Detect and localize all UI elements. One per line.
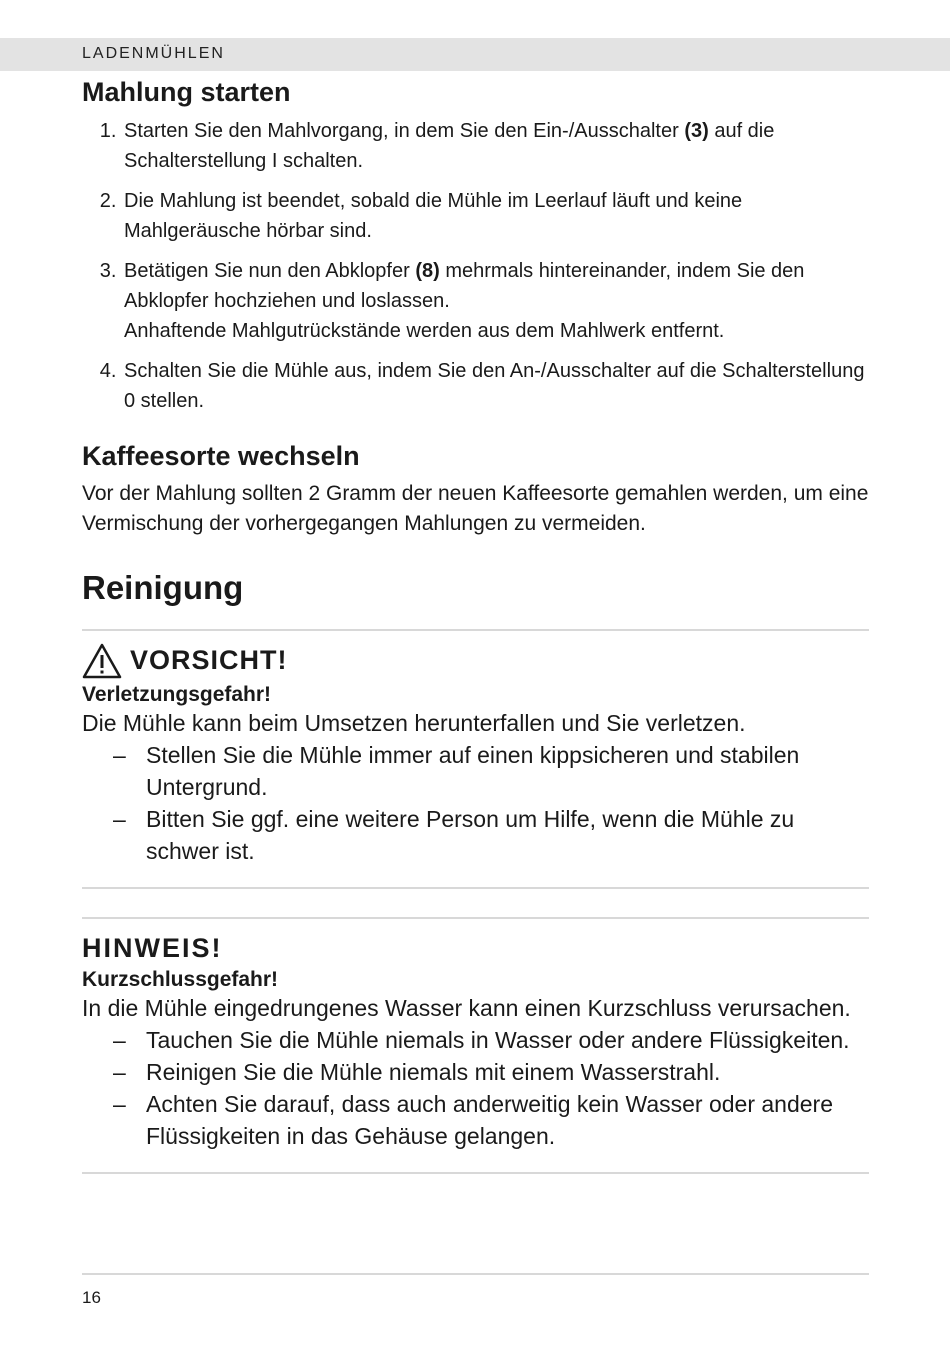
warning-triangle-icon bbox=[82, 643, 122, 679]
vorsicht-title-row bbox=[82, 643, 869, 679]
page-content bbox=[82, 72, 869, 1174]
step-text: mehrmals hintereinander, indem Sie den Abklopfer hochziehen und loslassen. bbox=[124, 260, 805, 313]
mahlung-steps-list bbox=[82, 116, 869, 416]
step-text: auf die Schalterstellung I schalten. bbox=[124, 120, 775, 173]
hinweis-subtitle: Kurzschlussgefahr! bbox=[82, 967, 279, 991]
vorsicht-subtitle: Verletzungsgefahr! bbox=[82, 682, 272, 706]
footer-divider bbox=[82, 1273, 869, 1275]
part-reference: (8) bbox=[415, 260, 440, 283]
dash-marker: – bbox=[113, 805, 126, 832]
list-item bbox=[122, 116, 869, 176]
kaffee-paragraph: Vor der Mahlung sollten 2 Gramm der neuen Kaffeesorte gemahlen werden, um eine Vermischung der vorhergegangen Mahlungen zu vermeiden. bbox=[82, 481, 869, 535]
list-item-text: Stellen Sie die Mühle immer auf einen kippsicheren und stabilen Untergrund. bbox=[146, 741, 800, 800]
step-text: Starten Sie den Mahlvorgang, in dem Sie den Ein-/Ausschalter bbox=[124, 120, 685, 143]
list-item-text: Reinigen Sie die Mühle niemals mit einem Wasserstrahl. bbox=[146, 1058, 721, 1085]
list-item bbox=[113, 803, 869, 867]
list-item bbox=[113, 1056, 869, 1088]
dash-marker: – bbox=[113, 741, 126, 768]
dash-marker: – bbox=[113, 1026, 126, 1053]
dash-marker: – bbox=[113, 1090, 126, 1117]
vorsicht-list bbox=[82, 739, 869, 867]
list-item bbox=[113, 1024, 869, 1056]
divider bbox=[82, 887, 869, 889]
hinweis-title: HINWEIS! bbox=[82, 932, 223, 963]
step-text: Betätigen Sie nun den Abklopfer bbox=[124, 260, 416, 283]
list-item bbox=[122, 256, 869, 346]
list-item bbox=[122, 356, 869, 416]
list-item-text: Bitten Sie ggf. eine weitere Person um Hilfe, wenn die Mühle zu schwer ist. bbox=[146, 805, 795, 864]
vorsicht-text: Die Mühle kann beim Umsetzen herunterfallen und Sie verletzen. bbox=[82, 709, 746, 736]
divider bbox=[82, 1172, 869, 1174]
heading-reinigung: Reinigung bbox=[82, 568, 244, 606]
part-reference: (3) bbox=[684, 120, 709, 143]
dash-marker: – bbox=[113, 1058, 126, 1085]
step-text: Schalten Sie die Mühle aus, indem Sie den An-/Ausschalter auf die Schalterstellung 0 stellen. bbox=[124, 360, 865, 413]
hinweis-list bbox=[82, 1024, 869, 1152]
hinweis-text: In die Mühle eingedrungenes Wasser kann einen Kurzschluss verursachen. bbox=[82, 994, 851, 1021]
list-item bbox=[113, 739, 869, 803]
vorsicht-box bbox=[82, 631, 869, 887]
running-header: LADENMÜHLEN bbox=[82, 45, 225, 62]
list-item bbox=[122, 186, 869, 246]
heading-mahlung-starten: Mahlung starten bbox=[82, 77, 291, 107]
heading-kaffeesorte-wechseln: Kaffeesorte wechseln bbox=[82, 441, 360, 472]
list-item-text: Tauchen Sie die Mühle niemals in Wasser oder andere Flüssigkeiten. bbox=[146, 1026, 850, 1053]
list-item-text: Achten Sie darauf, dass auch anderweitig kein Wasser oder andere Flüssigkeiten in das Gehäuse gelangen. bbox=[146, 1090, 833, 1149]
page-number: 16 bbox=[82, 1288, 101, 1307]
hinweis-box bbox=[82, 919, 869, 1172]
step-note: Anhaftende Mahlgutrückstände werden aus dem Mahlwerk entfernt. bbox=[124, 320, 725, 343]
step-text: Die Mahlung ist beendet, sobald die Mühle im Leerlauf läuft und keine Mahlgeräusche hörbar sind. bbox=[124, 190, 743, 243]
vorsicht-title: VORSICHT! bbox=[130, 645, 288, 676]
list-item bbox=[113, 1088, 869, 1152]
